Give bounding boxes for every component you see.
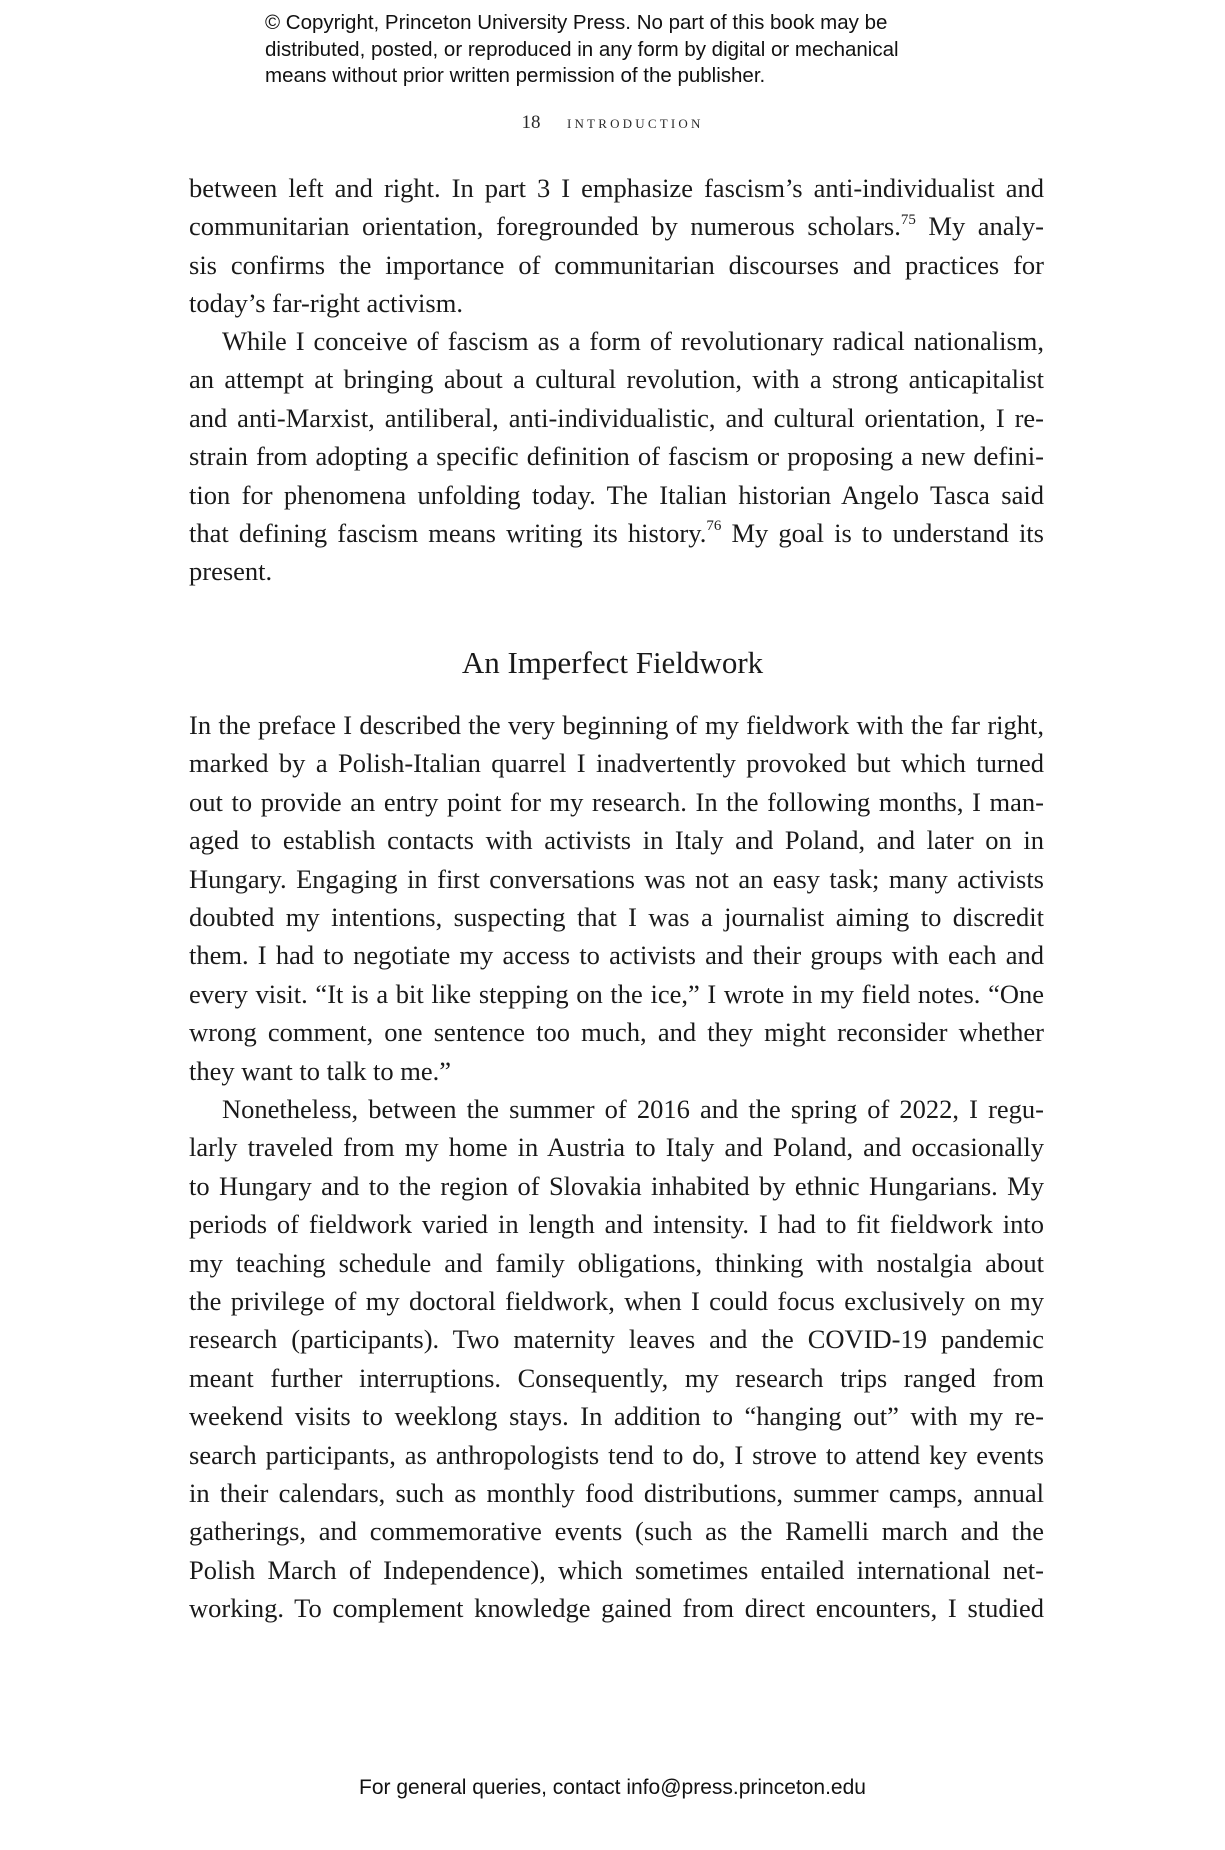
footer-contact: For general queries, contact info@press.princeton.edu xyxy=(359,1776,866,1799)
text-line: Hungary. Engaging in first conversations was not an easy task; many activists xyxy=(189,863,1044,894)
running-head xyxy=(0,112,1225,134)
text-line: larly traveled from my home in Austria to Italy and Poland, and occasionally xyxy=(189,1132,1044,1163)
text-line: weekend visits to weeklong stays. In addition to “hanging out” with my re- xyxy=(189,1401,1044,1432)
text-line: my teaching schedule and family obligations, thinking with nostalgia about xyxy=(189,1247,1044,1278)
text-line: every visit. “It is a bit like stepping on the ice,” I wrote in my field notes. “One xyxy=(189,978,1044,1009)
text-line: strain from adopting a specific definition of fascism or proposing a new defini- xyxy=(189,441,1044,472)
text-line: out to provide an entry point for my research. In the following months, I man- xyxy=(189,786,1044,817)
text-line: today’s far-right activism. xyxy=(189,288,463,319)
running-head-section: introduction xyxy=(566,112,704,133)
text-line: between left and right. In part 3 I emphasize fascism’s anti-individualist and xyxy=(189,173,1044,203)
text-line: tion for phenomena unfolding today. The Italian historian Angelo Tasca said xyxy=(189,479,1044,510)
text-line: doubted my intentions, suspecting that I was a journalist aiming to discredit xyxy=(189,901,1044,932)
copyright-notice xyxy=(265,10,985,90)
text-segment: that defining fascism means writing its history. xyxy=(189,517,707,548)
text-line: they want to talk to me.” xyxy=(189,1055,451,1086)
text-line: marked by a Polish-Italian quarrel I inadvertently provoked but which turned xyxy=(189,748,1044,779)
text-segment: communitarian orientation, foregrounded by numerous scholars. xyxy=(189,211,901,242)
text-line: in their calendars, such as monthly food distributions, summer camps, annual xyxy=(189,1477,1044,1508)
text-line xyxy=(189,514,1044,552)
footnote-ref-75[interactable]: 75 xyxy=(900,211,916,228)
text-line: the privilege of my doctoral fieldwork, when I could focus exclusively on my xyxy=(189,1285,1044,1316)
text-line: In the preface I described the very beginning of my fieldwork with the far right, xyxy=(189,710,1044,740)
text-line: periods of fieldwork varied in length and intensity. I had to fit fieldwork into xyxy=(189,1209,1044,1240)
text-line: present. xyxy=(189,556,273,587)
text-line: to Hungary and to the region of Slovakia inhabited by ethnic Hungarians. My xyxy=(189,1170,1044,1201)
paragraph xyxy=(189,1090,1044,1627)
text-line: an attempt at bringing about a cultural revolution, with a strong anticapitalist xyxy=(189,364,1044,395)
copyright-line: © Copyright, Princeton University Press. No part of this book may be xyxy=(265,11,888,34)
text-line: While I conceive of fascism as a form of revolutionary radical nationalism, xyxy=(222,326,1044,356)
paragraph xyxy=(189,322,1044,591)
text-line: them. I had to negotiate my access to activists and their groups with each and xyxy=(189,940,1044,971)
text-line: Polish March of Independence), which sometimes entailed international net- xyxy=(189,1554,1044,1585)
text-line: working. To complement knowledge gained from direct encounters, I studied xyxy=(189,1593,1044,1624)
text-line: gatherings, and commemorative events (such as the Ramelli march and the xyxy=(189,1516,1044,1547)
footnote-ref-76[interactable]: 76 xyxy=(706,518,722,535)
text-line: research (participants). Two maternity leaves and the COVID-19 pandemic xyxy=(189,1324,1044,1355)
text-line: wrong comment, one sentence too much, and they might reconsider whether xyxy=(189,1017,1044,1048)
copyright-line: distributed, posted, or reproduced in any form by digital or mechanical xyxy=(265,37,899,61)
text-line: search participants, as anthropologists tend to do, I strove to attend key events xyxy=(189,1439,1044,1470)
section-heading: An Imperfect Fieldwork xyxy=(461,645,764,680)
copyright-line: means without prior written permission of the publisher. xyxy=(265,64,766,87)
text-line: Nonetheless, between the summer of 2016 and the spring of 2022, I regu- xyxy=(222,1094,1044,1124)
text-line: meant further interruptions. Consequently, my research trips ranged from xyxy=(189,1362,1044,1393)
paragraph xyxy=(189,706,1044,1090)
text-line: and anti-Marxist, antiliberal, anti-individualistic, and cultural orientation, I re- xyxy=(189,402,1044,433)
text-line xyxy=(189,207,1044,245)
text-line: sis confirms the importance of communitarian discourses and practices for xyxy=(189,249,1044,280)
page-number: 18 xyxy=(521,112,541,133)
text-segment: My analy- xyxy=(915,211,1044,242)
paragraph-continuation xyxy=(189,169,1044,323)
text-segment: My goal is to understand its xyxy=(721,517,1044,548)
text-line: aged to establish contacts with activists in Italy and Poland, and later on in xyxy=(189,825,1044,856)
